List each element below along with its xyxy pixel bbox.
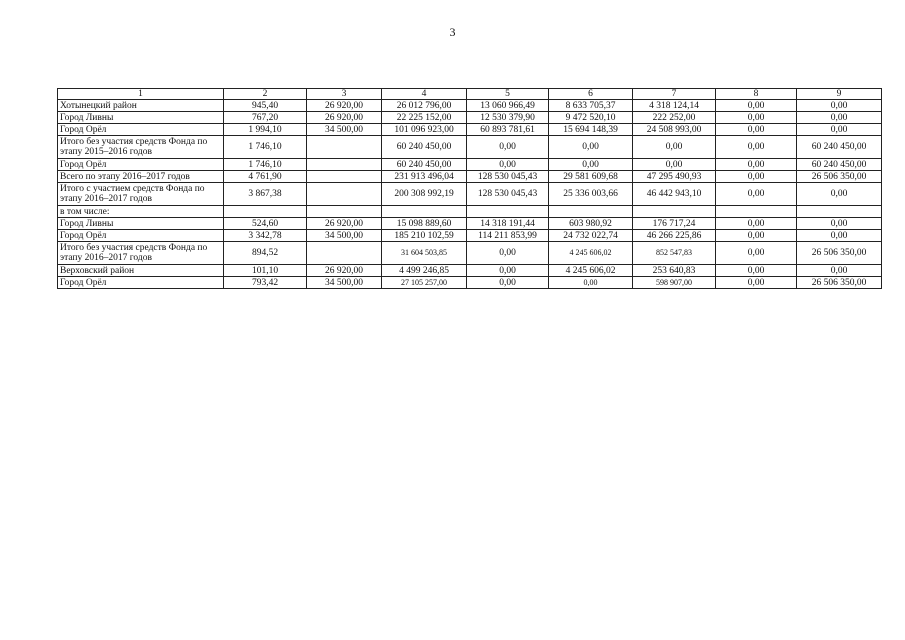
- column-header: 4: [382, 89, 467, 100]
- table-cell: 0,00: [549, 277, 633, 289]
- column-header: 2: [224, 89, 307, 100]
- table-cell: 26 506 350,00: [797, 277, 882, 289]
- row-label: в том числе:: [58, 206, 224, 218]
- table-cell: 0,00: [716, 183, 797, 206]
- table-cell: 0,00: [467, 159, 549, 171]
- table-cell: 9 472 520,10: [549, 112, 633, 124]
- table-cell: 1 746,10: [224, 136, 307, 159]
- table-cell: 0,00: [716, 242, 797, 265]
- table-cell: 34 500,00: [307, 230, 382, 242]
- table-cell: [307, 159, 382, 171]
- table-cell: 793,42: [224, 277, 307, 289]
- table-row: [58, 277, 882, 289]
- table-cell: 26 920,00: [307, 265, 382, 277]
- table-cell: 60 240 450,00: [797, 136, 882, 159]
- table-cell: 0,00: [549, 136, 633, 159]
- table-cell: 200 308 992,19: [382, 183, 467, 206]
- table-cell: 894,52: [224, 242, 307, 265]
- table-cell: 14 318 191,44: [467, 218, 549, 230]
- table-cell: 0,00: [467, 265, 549, 277]
- table-row: [58, 159, 882, 171]
- table-cell: 1 746,10: [224, 159, 307, 171]
- table-cell: 46 266 225,86: [633, 230, 716, 242]
- table-row: [58, 265, 882, 277]
- table-cell: 3 867,38: [224, 183, 307, 206]
- table-cell: 0,00: [716, 230, 797, 242]
- row-label: Верховский район: [58, 265, 224, 277]
- table-cell: 231 913 496,04: [382, 171, 467, 183]
- table-cell: 13 060 966,49: [467, 100, 549, 112]
- table-row: [58, 136, 882, 159]
- table-cell: 101 096 923,00: [382, 124, 467, 136]
- table-cell: [224, 206, 307, 218]
- table-cell: 4 499 246,85: [382, 265, 467, 277]
- table-cell: 524,60: [224, 218, 307, 230]
- row-label: Хотынецкий район: [58, 100, 224, 112]
- row-label: Город Орёл: [58, 124, 224, 136]
- row-label: Итого без участия средств Фонда по этапу 2015–2016 годов: [58, 136, 224, 159]
- table-cell: 15 098 889,60: [382, 218, 467, 230]
- table-cell: [307, 242, 382, 265]
- table-cell: 0,00: [716, 265, 797, 277]
- table-cell: 176 717,24: [633, 218, 716, 230]
- table-cell: 27 105 257,00: [382, 277, 467, 289]
- table-cell: 0,00: [716, 136, 797, 159]
- table-cell: [307, 206, 382, 218]
- table-cell: 1 994,10: [224, 124, 307, 136]
- table-cell: [307, 171, 382, 183]
- table-cell: 60 240 450,00: [382, 159, 467, 171]
- table-cell: 24 508 993,00: [633, 124, 716, 136]
- table-header-row: [58, 89, 882, 100]
- table-cell: 114 211 853,99: [467, 230, 549, 242]
- table-cell: 8 633 705,37: [549, 100, 633, 112]
- row-label: Всего по этапу 2016–2017 годов: [58, 171, 224, 183]
- table-row: [58, 112, 882, 124]
- table-cell: 29 581 609,68: [549, 171, 633, 183]
- table-row: [58, 183, 882, 206]
- table-cell: 4 245 606,02: [549, 242, 633, 265]
- table-cell: [797, 206, 882, 218]
- table-row: [58, 242, 882, 265]
- table-cell: 101,10: [224, 265, 307, 277]
- table-cell: 26 920,00: [307, 218, 382, 230]
- table-row: [58, 230, 882, 242]
- table-body: [58, 100, 882, 289]
- table-cell: 128 530 045,43: [467, 171, 549, 183]
- table-cell: 0,00: [716, 218, 797, 230]
- table-cell: 852 547,83: [633, 242, 716, 265]
- page-number: 3: [449, 25, 456, 39]
- table-cell: 0,00: [797, 124, 882, 136]
- table-cell: 26 920,00: [307, 100, 382, 112]
- row-label: Город Орёл: [58, 159, 224, 171]
- table-cell: 0,00: [549, 159, 633, 171]
- table-cell: 15 694 148,39: [549, 124, 633, 136]
- table-cell: 767,20: [224, 112, 307, 124]
- data-table: [57, 88, 882, 289]
- table-row: [58, 206, 882, 218]
- table-cell: 47 295 490,93: [633, 171, 716, 183]
- table-cell: 25 336 003,66: [549, 183, 633, 206]
- table-cell: 0,00: [716, 100, 797, 112]
- table-cell: 0,00: [716, 159, 797, 171]
- table-cell: 0,00: [467, 242, 549, 265]
- table-cell: 60 240 450,00: [382, 136, 467, 159]
- table-cell: 4 761,90: [224, 171, 307, 183]
- table-cell: 4 318 124,14: [633, 100, 716, 112]
- table-cell: 0,00: [716, 277, 797, 289]
- table-cell: 0,00: [716, 112, 797, 124]
- table-row: [58, 218, 882, 230]
- table-cell: 0,00: [633, 159, 716, 171]
- table-cell: 0,00: [797, 218, 882, 230]
- table-cell: 26 012 796,00: [382, 100, 467, 112]
- table-cell: [549, 206, 633, 218]
- table-cell: 0,00: [797, 230, 882, 242]
- table-row: [58, 171, 882, 183]
- table-cell: 24 732 022,74: [549, 230, 633, 242]
- table-cell: 34 500,00: [307, 277, 382, 289]
- table-cell: 603 980,92: [549, 218, 633, 230]
- column-header: 6: [549, 89, 633, 100]
- row-label: Город Ливны: [58, 112, 224, 124]
- table-cell: 0,00: [716, 124, 797, 136]
- column-header: 7: [633, 89, 716, 100]
- column-header: 3: [307, 89, 382, 100]
- table-cell: 0,00: [797, 100, 882, 112]
- table-cell: 3 342,78: [224, 230, 307, 242]
- table-cell: 128 530 045,43: [467, 183, 549, 206]
- table-cell: 22 225 152,00: [382, 112, 467, 124]
- table-cell: [307, 136, 382, 159]
- column-header: 8: [716, 89, 797, 100]
- table-cell: 253 640,83: [633, 265, 716, 277]
- table-cell: [633, 206, 716, 218]
- row-label: Город Орёл: [58, 277, 224, 289]
- row-label: Город Орёл: [58, 230, 224, 242]
- table-cell: 34 500,00: [307, 124, 382, 136]
- table-cell: [467, 206, 549, 218]
- table-cell: 0,00: [797, 183, 882, 206]
- table-cell: 31 604 503,85: [382, 242, 467, 265]
- table-cell: 12 530 379,90: [467, 112, 549, 124]
- table-cell: 26 506 350,00: [797, 242, 882, 265]
- table-cell: 0,00: [633, 136, 716, 159]
- table-cell: 26 920,00: [307, 112, 382, 124]
- table-row: [58, 100, 882, 112]
- table-cell: 26 506 350,00: [797, 171, 882, 183]
- table-cell: 0,00: [467, 136, 549, 159]
- row-label: Итого без участия средств Фонда по этапу 2016–2017 годов: [58, 242, 224, 265]
- row-label: Итого с участием средств Фонда по этапу 2016–2017 годов: [58, 183, 224, 206]
- table-cell: 0,00: [797, 112, 882, 124]
- table-cell: [716, 206, 797, 218]
- column-header: 5: [467, 89, 549, 100]
- table-cell: 4 245 606,02: [549, 265, 633, 277]
- column-header: 9: [797, 89, 882, 100]
- table-cell: 945,40: [224, 100, 307, 112]
- table-row: [58, 124, 882, 136]
- table-cell: 60 893 781,61: [467, 124, 549, 136]
- row-label: Город Ливны: [58, 218, 224, 230]
- table-cell: 222 252,00: [633, 112, 716, 124]
- table-cell: [382, 206, 467, 218]
- column-header: 1: [58, 89, 224, 100]
- table-cell: 60 240 450,00: [797, 159, 882, 171]
- table-cell: 185 210 102,59: [382, 230, 467, 242]
- table-cell: 598 907,00: [633, 277, 716, 289]
- table-cell: 0,00: [716, 171, 797, 183]
- table-cell: 46 442 943,10: [633, 183, 716, 206]
- table-cell: 0,00: [797, 265, 882, 277]
- table-cell: 0,00: [467, 277, 549, 289]
- table-cell: [307, 183, 382, 206]
